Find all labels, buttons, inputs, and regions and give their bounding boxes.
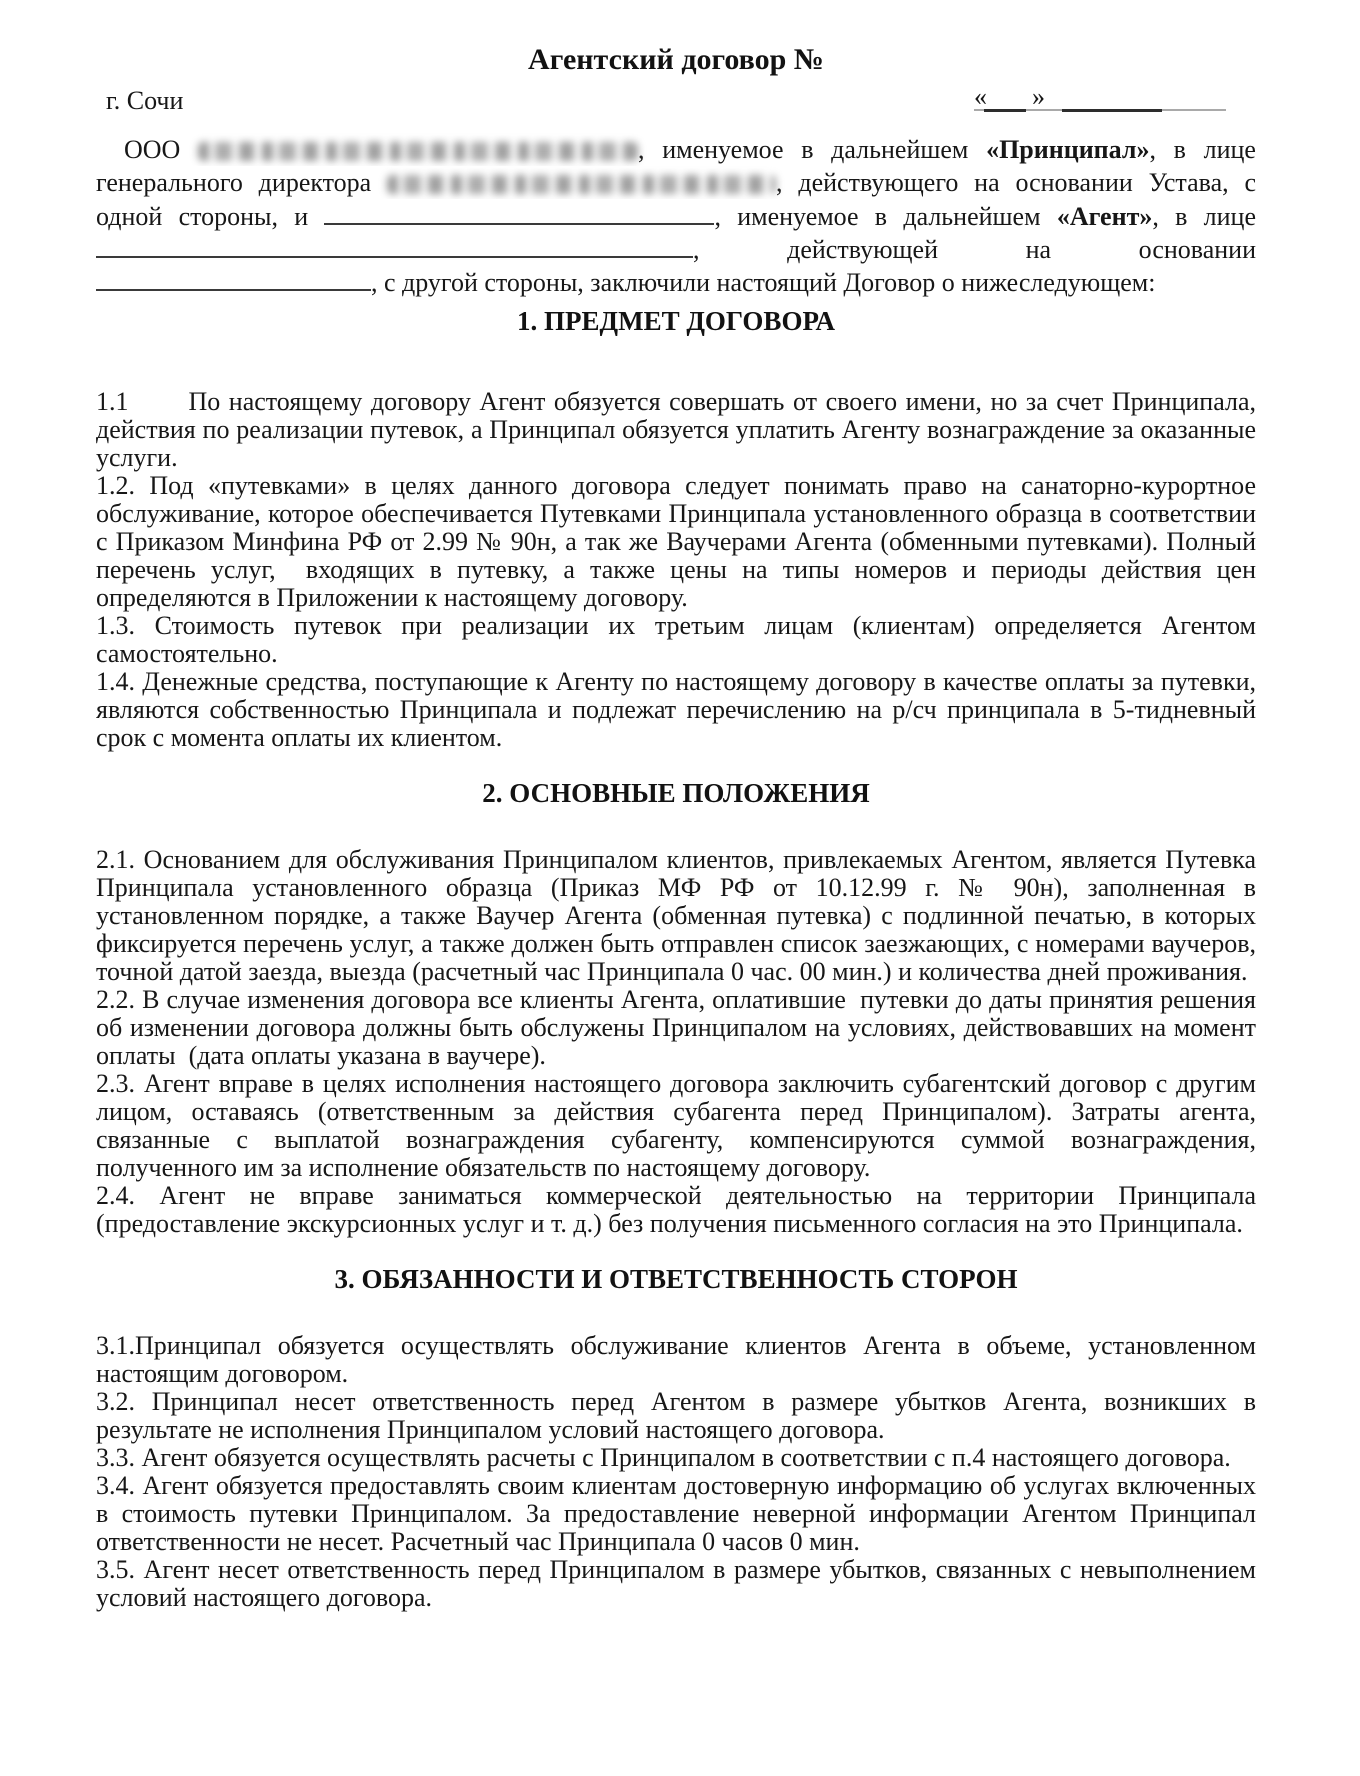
- date-month-blank: [1062, 109, 1162, 112]
- redacted-director-name: [387, 175, 776, 194]
- section-1-heading: 1. ПРЕДМЕТ ДОГОВОРА: [517, 306, 835, 336]
- intro-text: одной стороны, и: [96, 202, 325, 231]
- date-day-blank: [984, 109, 1026, 112]
- intro-line-1: [96, 133, 1256, 166]
- principal-term: «Принципал»: [986, 135, 1150, 164]
- clause-2-1: 2.1. Основанием для обслуживания Принципалом клиентов, привлекаемых Агентом, является Путевка Принципала установленного образца (Приказ МФ РФ от 10.12.99 г. № 90н), заполненная в установленном порядке, а также Ваучер Агента (обменная путевка) с подлинной печатью, в которых фиксируется перечень услуг, а также должен быть отправлен список заезжающих, с номерами ваучеров, точной датой заезда, выезда (расчетный час Принципала 0 час. 00 мин.) и количества дней проживания.: [96, 845, 1256, 986]
- intro-text: , в лице: [1149, 135, 1256, 164]
- intro-text: , именуемое в дальнейшем: [638, 135, 987, 164]
- clause-2-4: 2.4. Агент не вправе заниматься коммерческой деятельностью на территории Принципала (предоставление экскурсионных услуг и т. д.) без получения письменного согласия на это Принципала.: [96, 1181, 1256, 1238]
- intro-line-5: [96, 265, 1256, 298]
- document-title: Агентский договор №: [528, 43, 824, 76]
- city-date-row: [96, 84, 1256, 117]
- city-label: г. Сочи: [106, 86, 184, 115]
- intro-text: , именуемое в дальнейшем: [714, 202, 1057, 231]
- clause-3-5: 3.5. Агент несет ответственность перед Принципалом в размере убытков, связанных с невыполнением условий настоящего договора.: [96, 1555, 1256, 1612]
- agent-company-blank: [324, 199, 714, 225]
- intro-text: , действующего на основании Устава, с: [776, 168, 1256, 197]
- intro-line-3: [96, 199, 1256, 232]
- clause-1-1: 1.1 По настоящему договору Агент обязуется совершать от своего имени, но за счет Принципала, действия по реализации путевок, а Принципал обязуется уплатить Агенту вознаграждение за оказанные услуги.: [96, 387, 1256, 472]
- agent-term: «Агент»: [1056, 202, 1153, 231]
- clause-3-2: 3.2. Принципал несет ответственность перед Агентом в размере убытков Агента, возникших в результате не исполнения Принципалом условий настоящего договора.: [96, 1387, 1256, 1444]
- clause-1-2: 1.2. Под «путевками» в целях данного договора следует понимать право на санаторно-курортное обслуживание, которое обеспечивается Путевками Принципала установленного образца в соответствии с Приказом Минфина РФ от 2.99 № 90н, а так же Ваучерами Агента (обменными путевками). Полный перечень услуг, входящих в путевку, а также цены на типы номеров и периоды действия цен определяются в Приложении к настоящему договору.: [96, 471, 1256, 612]
- clause-1-4: 1.4. Денежные средства, поступающие к Агенту по настоящему договору в качестве оплаты за путевки, являются собственностью Принципала и подлежат перечислению на р/сч принципала в 5-тидневный срок с момента оплаты их клиентом.: [96, 667, 1256, 752]
- clause-3-3: 3.3. Агент обязуется осуществлять расчеты с Принципалом в соответствии с п.4 настоящего договора.: [96, 1443, 1231, 1472]
- clause-2-2: 2.2. В случае изменения договора все клиенты Агента, оплатившие путевки до даты принятия решения об изменении договора должны быть обслужены Принципалом на условиях, действовавших на момент оплаты (дата оплаты указана в ваучере).: [96, 985, 1256, 1070]
- intro-text: , с другой стороны, заключили настоящий Договор о нижеследующем:: [371, 268, 1156, 297]
- intro-line-2: [96, 166, 1256, 199]
- intro-text: , действующей на основании: [693, 235, 1256, 264]
- intro-text: , в лице: [1152, 202, 1256, 231]
- intro-text: ООО: [124, 135, 199, 164]
- intro-text: генерального директора: [96, 168, 388, 197]
- date-close-quote: »: [1032, 82, 1045, 111]
- redacted-company-name: [198, 142, 638, 161]
- clause-2-3: 2.3. Агент вправе в целях исполнения настоящего договора заключить субагентский договор с другим лицом, оставаясь (ответственным за действия субагента перед Принципалом). Затраты агента, связанные с выплатой вознаграждения субагенту, компенсируются суммой вознаграждения, полученного им за исполнение обязательств по настоящему договору.: [96, 1069, 1256, 1182]
- clause-3-4: 3.4. Агент обязуется предоставлять своим клиентам достоверную информацию об услугах включенных в стоимость путевки Принципалом. За предоставление неверной информации Агентом Принципал ответственности не несет. Расчетный час Принципала 0 часов 0 мин.: [96, 1471, 1256, 1556]
- section-3-heading: 3. ОБЯЗАННОСТИ И ОТВЕТСТВЕННОСТЬ СТОРОН: [334, 1264, 1018, 1294]
- intro-paragraph: [96, 133, 1256, 298]
- date-field: [974, 84, 1226, 117]
- date-open-quote: «: [974, 82, 987, 111]
- agent-basis-blank: [96, 265, 371, 291]
- clause-1-3: 1.3. Стоимость путевок при реализации их третьим лицам (клиентам) определяется Агентом самостоятельно.: [96, 611, 1256, 668]
- clause-3-1: 3.1.Принципал обязуется осуществлять обслуживание клиентов Агента в объеме, установленном настоящим договором.: [96, 1331, 1256, 1388]
- section-2-heading: 2. ОСНОВНЫЕ ПОЛОЖЕНИЯ: [482, 778, 870, 808]
- agent-representative-blank: [96, 232, 693, 258]
- intro-line-4: [96, 232, 1256, 265]
